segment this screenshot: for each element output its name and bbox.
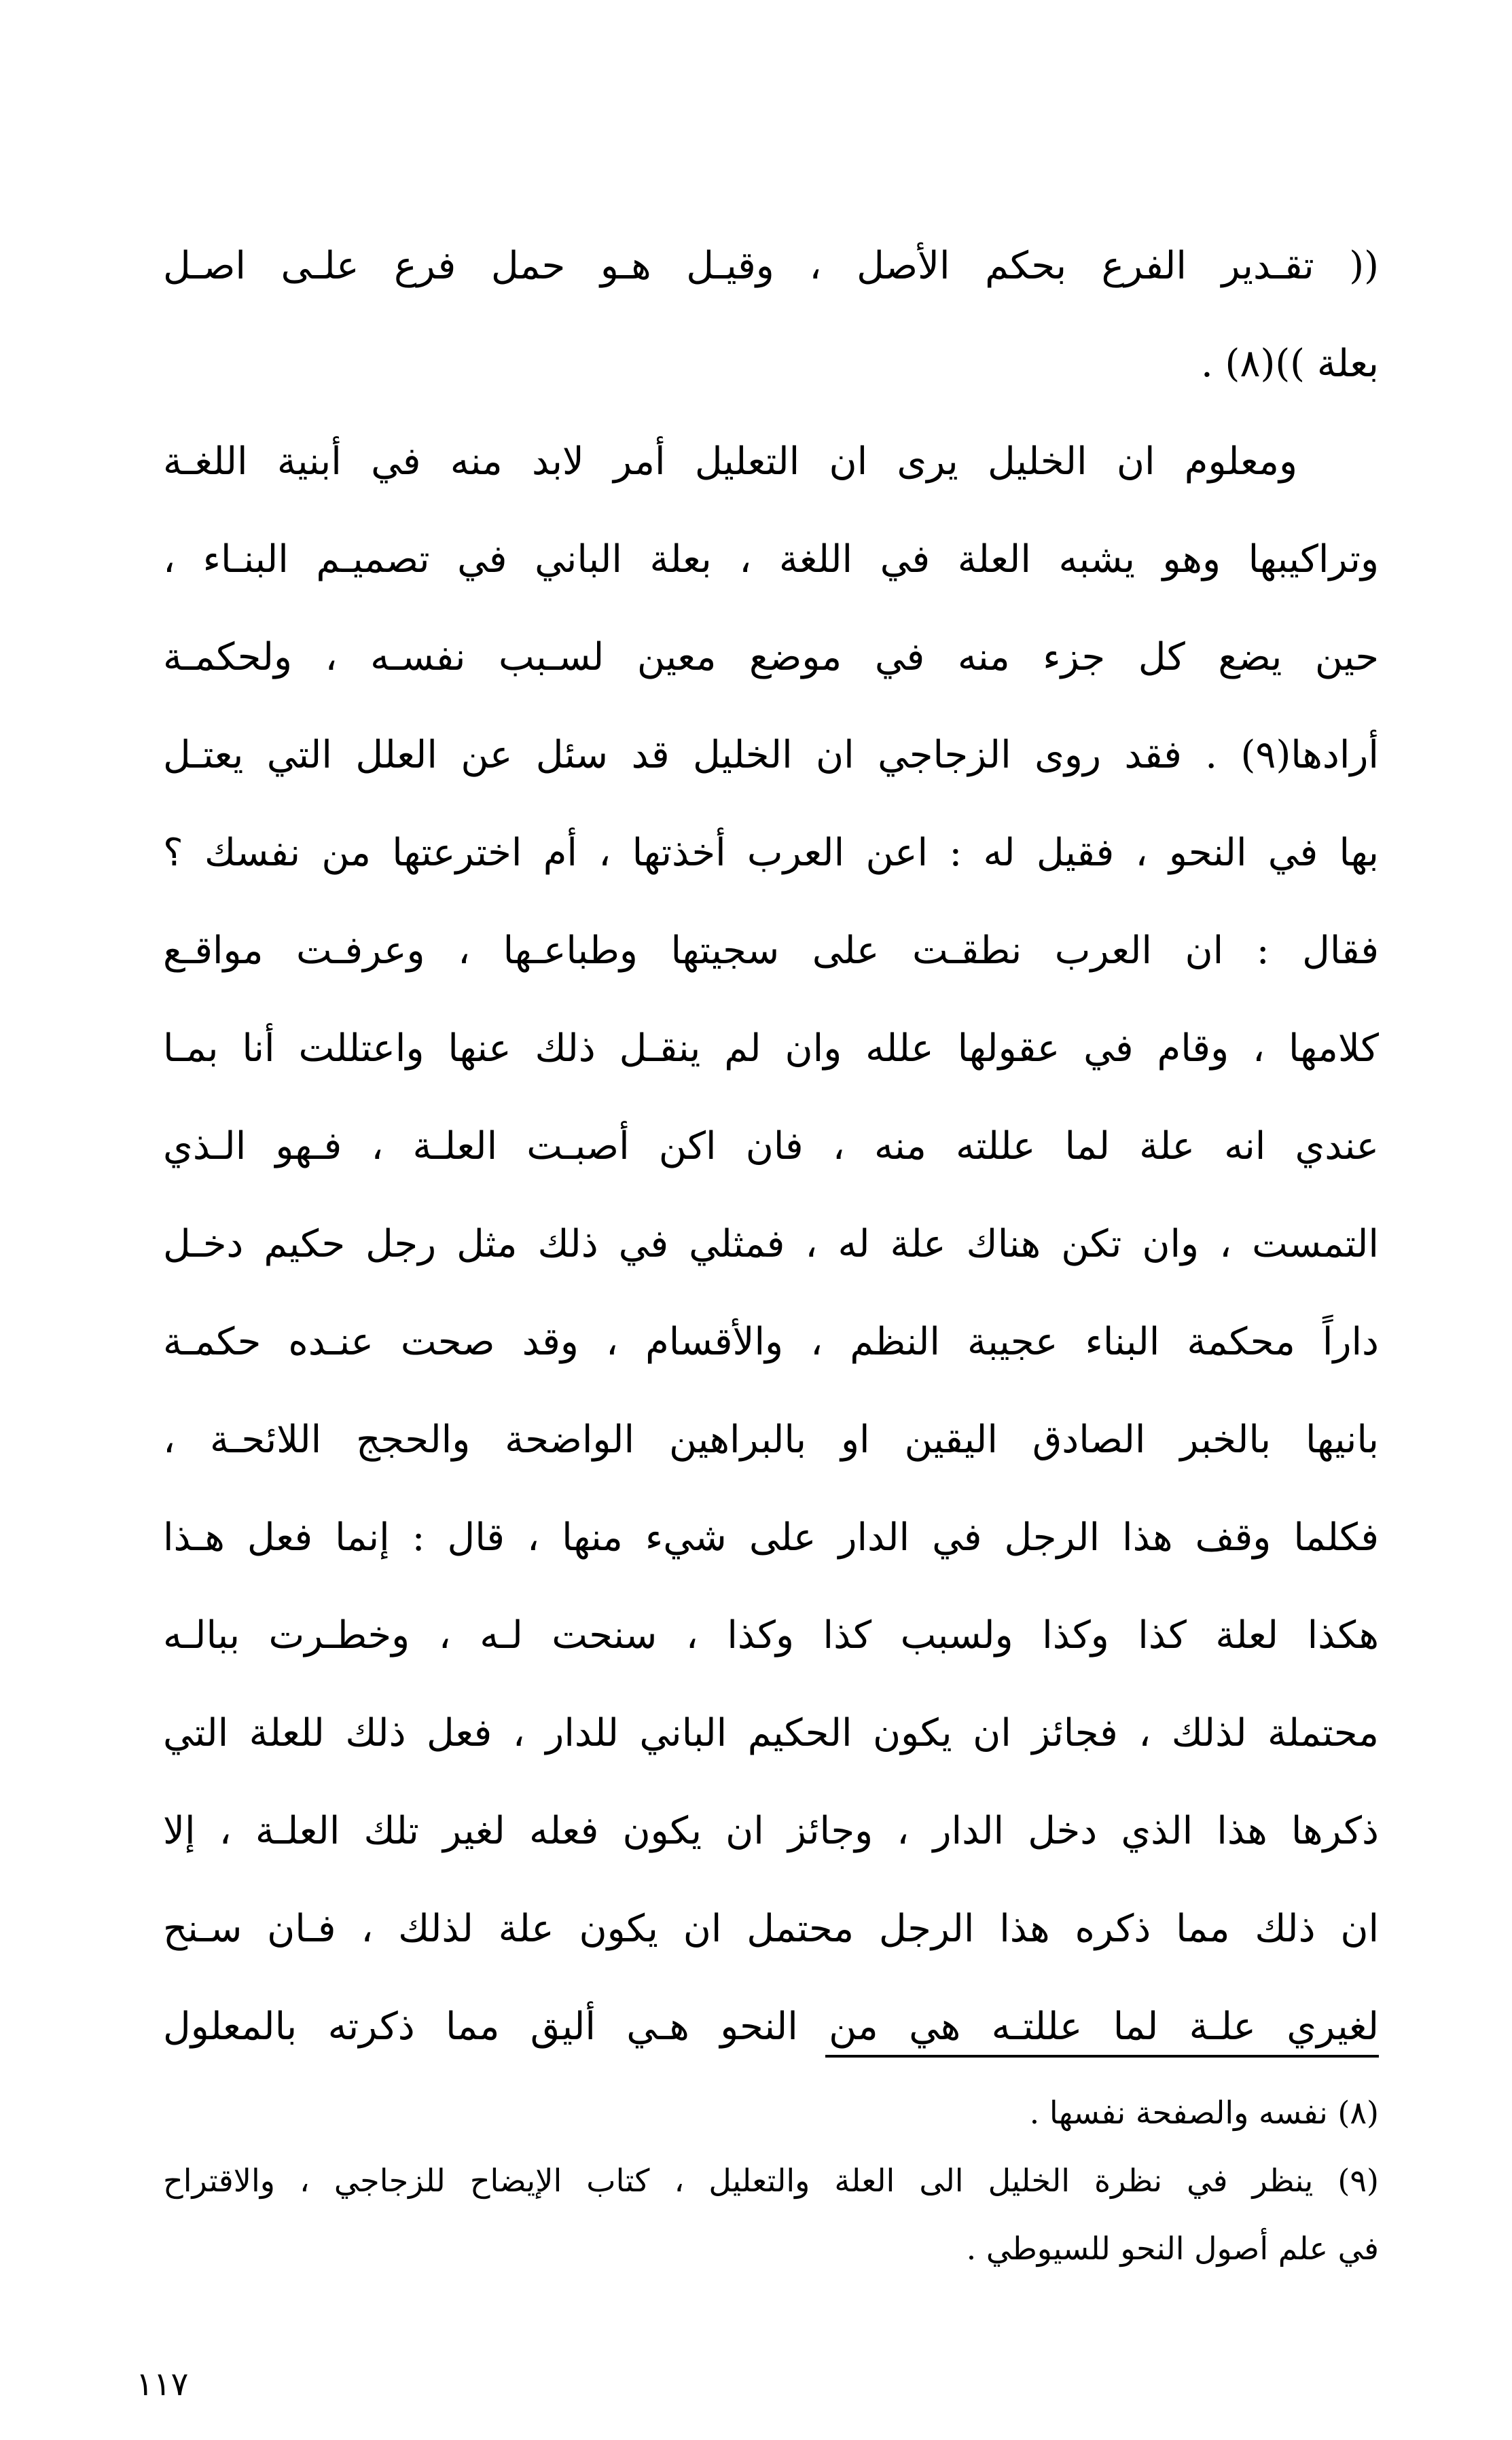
footnotes: [163, 2079, 1379, 2282]
text-line: محتملة لذلك ، فجائز ان يكون الحكيم الباني للدار ، فعل ذلك للعلة التي: [163, 1711, 1379, 1755]
text-line: ذكرها هذا الذي دخل الدار ، وجائز ان يكون فعله لغير تلك العلـة ، إلا: [163, 1809, 1379, 1853]
text-line: حين يضع كل جزء منه في موضع معين لسـبب نفسـه ، ولحكمـة: [163, 635, 1379, 679]
text-line: ان ذلك مما ذكره هذا الرجل محتمل ان يكون علة لذلك ، فـان سـنح: [163, 1907, 1379, 1951]
text-line: فكلما وقف هذا الرجل في الدار على شيء منها ، قال : إنما فعل هـذا: [163, 1515, 1379, 1560]
footnote-divider: [825, 2055, 1379, 2058]
text-line: بعلة ))(٨) .: [1200, 342, 1379, 386]
text-line: فقال : ان العرب نطقـت على سجيتها وطباعـها ، وعرفـت مواقـع: [163, 929, 1379, 973]
text-line: لغيري علـة لما عللتـه هي من النحو هـي أليق مما ذكرته بالمعلول: [163, 2005, 1379, 2049]
text-line: التمست ، وان تكن هناك علة له ، فمثلي في ذلك مثل رجل حكيم دخـل: [163, 1222, 1379, 1266]
text-line: ومعلوم ان الخليل يرى ان التعليل أمر لابد منه في أبنية اللغـة: [163, 439, 1297, 484]
text-line: عندي انه علة لما عللته منه ، فان اكن أصبـت العلـة ، فـهو الـذي: [163, 1124, 1379, 1168]
footnote-9: (٩) ينظر في نظرة الخليل الى العلة والتعليل ، كتاب الإيضاح للزجاجي ، والاقتراح: [163, 2162, 1379, 2199]
page-number: ١١٧: [136, 2365, 189, 2403]
text-line: كلامها ، وقام في عقولها علله وان لم ينقـل ذلك عنها واعتللت أنا بمـا: [163, 1026, 1379, 1071]
text-line: بانيها بالخبر الصادق اليقين او بالبراهين الواضحة والحجج اللائحـة ،: [163, 1418, 1379, 1462]
footnote-8: (٨) نفسه والصفحة نفسها .: [1029, 2094, 1379, 2131]
text-line: (( تقـدير الفرع بحكم الأصل ، وقيـل هـو حمل فرع علـى اصـل: [163, 244, 1379, 288]
text-line: بها في النحو ، فقيل له : اعن العرب أخذتها ، أم اخترعتها من نفسك ؟: [163, 831, 1379, 875]
body-text: [163, 217, 1379, 2076]
footnote-9-continuation: في علم أصول النحو للسيوطي .: [966, 2230, 1379, 2267]
text-line: وتراكيبها وهو يشبه العلة في اللغة ، بعلة الباني في تصميـم البنـاء ،: [163, 537, 1379, 581]
text-line: داراً محكمة البناء عجيبة النظم ، والأقسام ، وقد صحت عنـده حكمـة: [163, 1320, 1379, 1364]
text-line: هكذا لعلة كذا وكذا ولسبب كذا وكذا ، سنحت لـه ، وخطـرت ببالـه: [163, 1613, 1379, 1657]
text-line: أرادها(٩) . فقد روى الزجاجي ان الخليل قد سئل عن العلل التي يعتـل: [163, 733, 1379, 777]
